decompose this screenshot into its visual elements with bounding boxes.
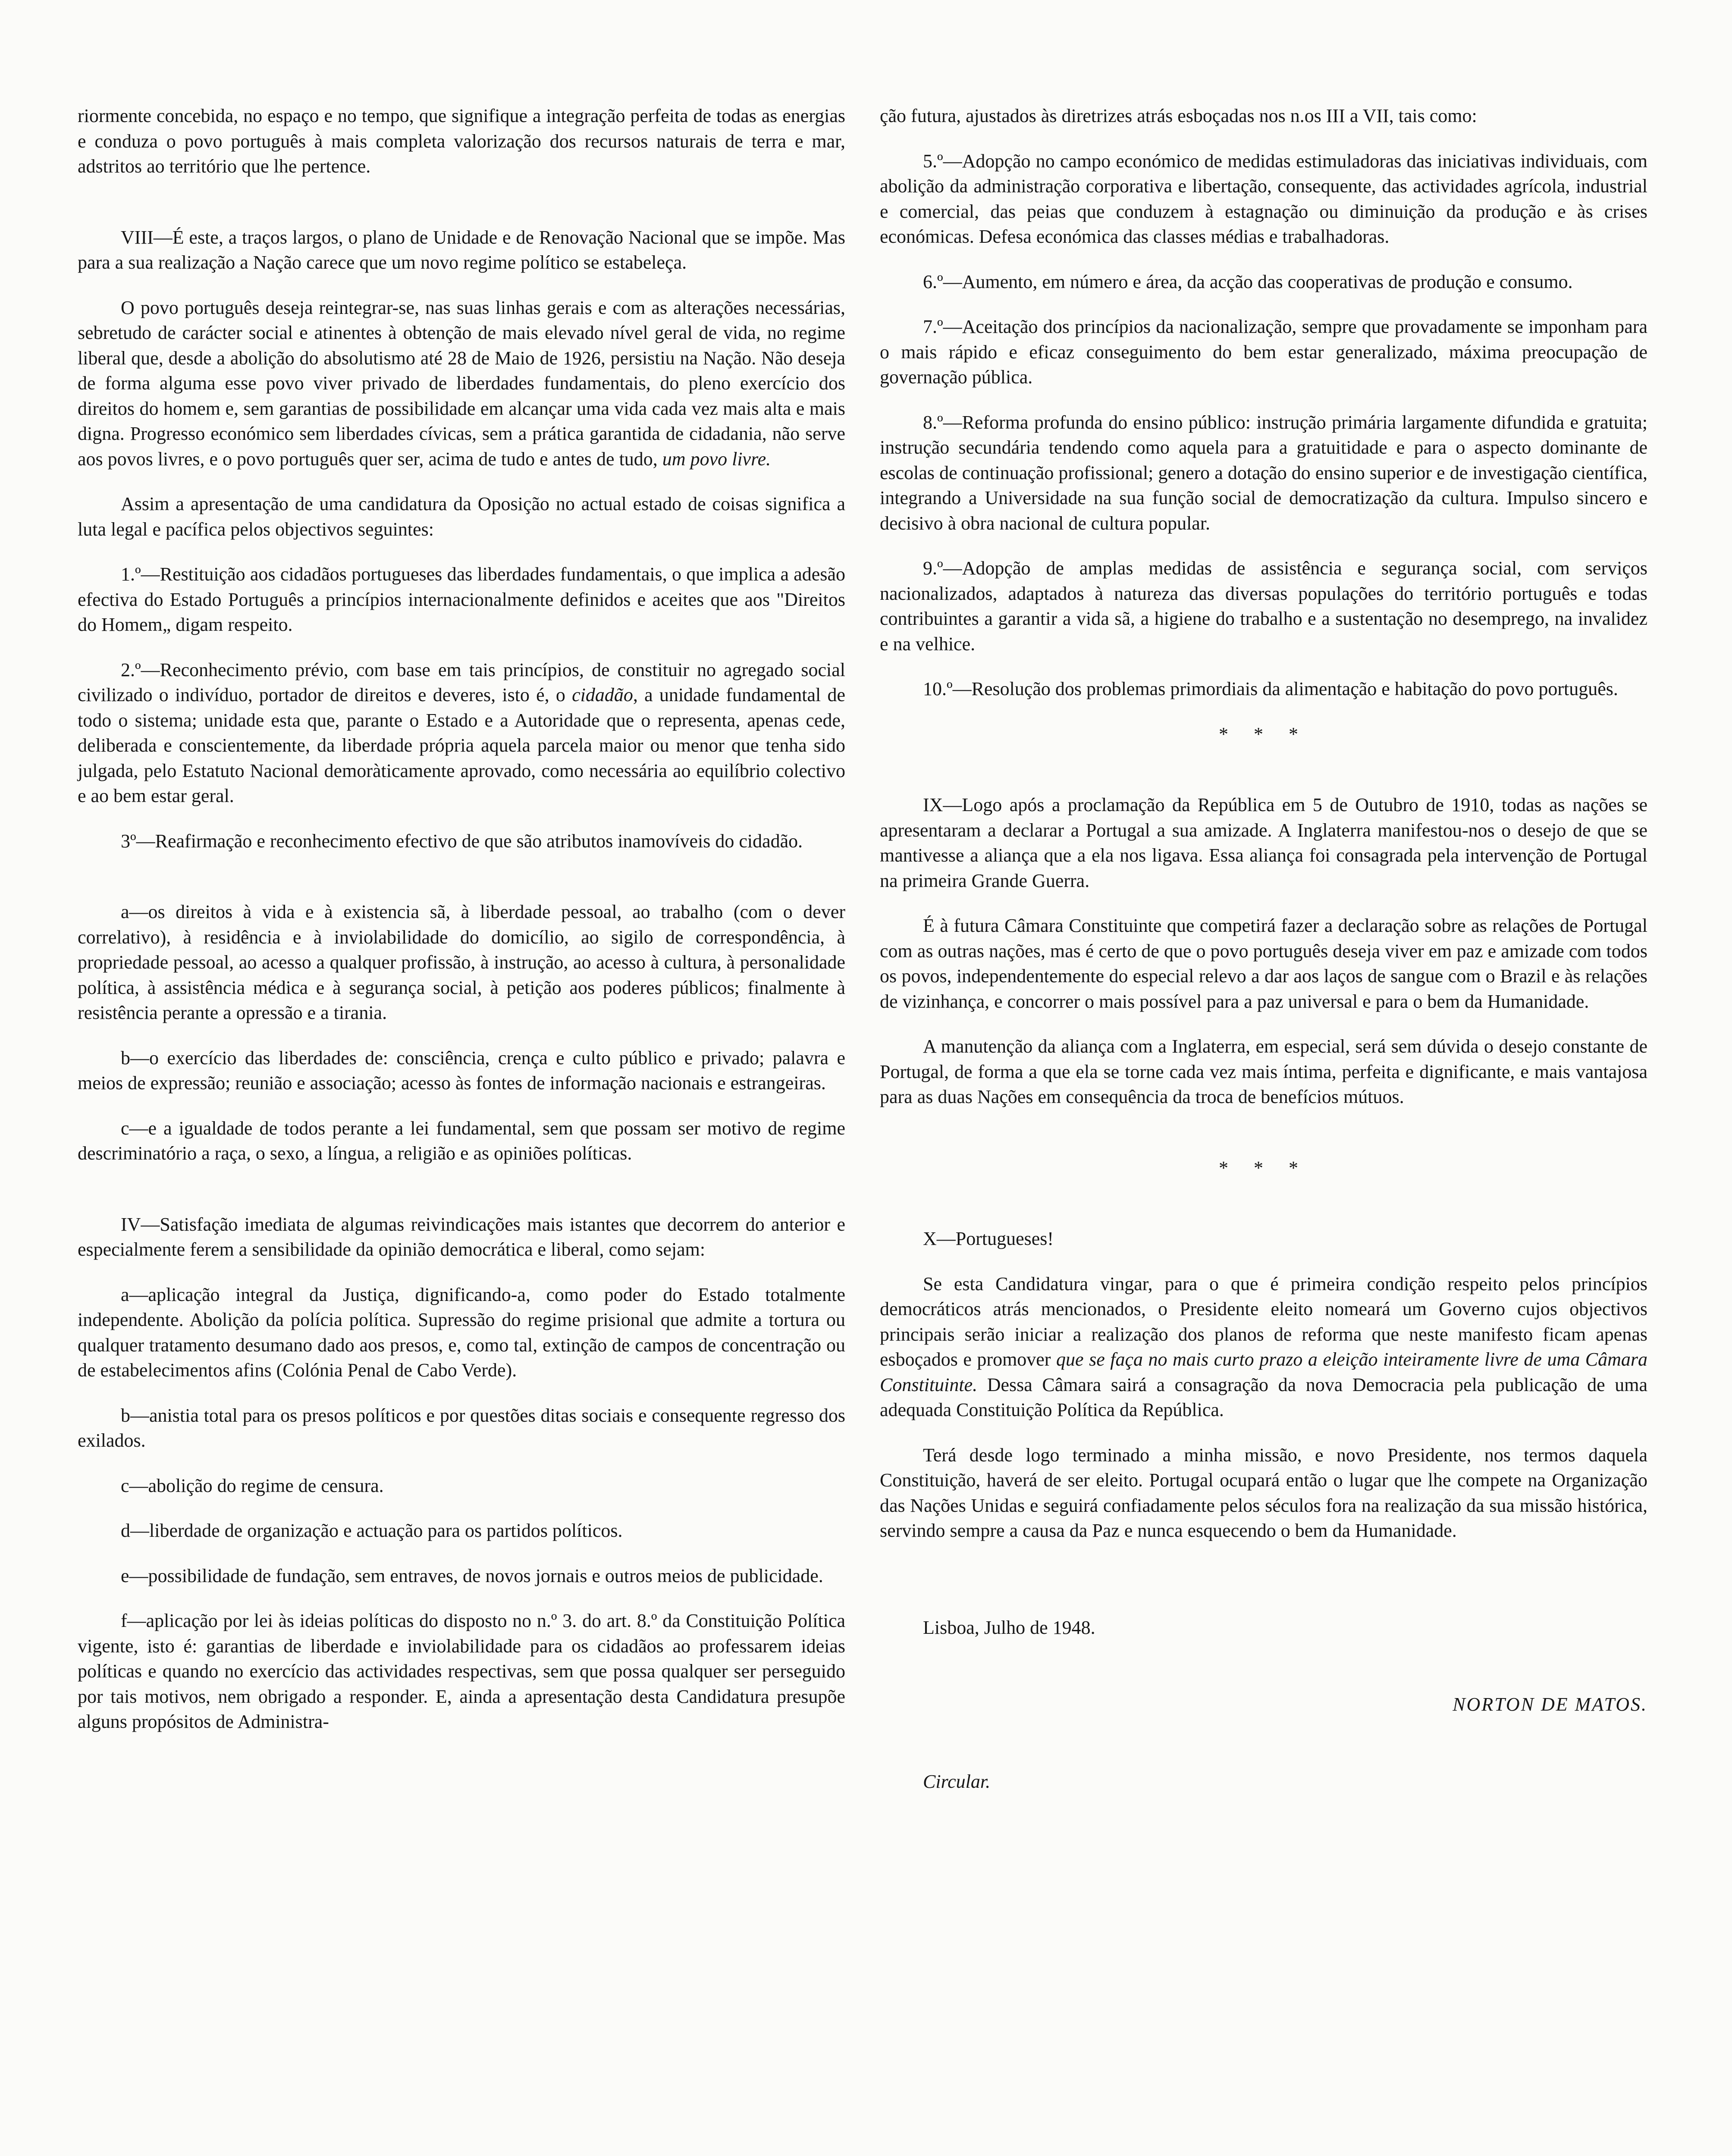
item-iv-c: c—abolição do regime de censura. (121, 1475, 384, 1496)
item-3: 3º—Reafirmação e reconhecimento efectivo de que são atributos inamovíveis do cidadão. (121, 830, 803, 852)
item-iv-d: d—liberdade de organização e actuação para os partidos políticos. (121, 1520, 623, 1541)
emphasis-text: cidadão (572, 684, 633, 705)
section-gap (880, 1743, 1647, 1769)
section-ix-paragraph: IX—Logo após a proclamação da República em 5 de Outubro de 1910, todas as nações se apresentaram a declarar a Portugal a sua amizade. A Inglaterra manifestou-nos o desejo de que se mantivesse a aliança que a ela nos ligava. Essa aliança foi consagrada pela intervenção de Portugal na primeira Grande Guerra. (880, 794, 1647, 891)
circular-label: Circular. (923, 1771, 991, 1792)
section-gap (880, 1717, 1647, 1743)
right-column (880, 103, 1647, 1794)
item-3c: c—e a igualdade de todos perante a lei fundamental, sem que possam ser motivo de regime descriminatório a raça, o sexo, a língua, a religião e as opiniões políticas. (78, 1117, 845, 1164)
item-1: 1.º—Restituição aos cidadãos portugueses das liberdades fundamentais, o que implica a adesão efectiva do Estado Português a princípios internacionalmente definidos e aceites que aos "Direitos do Homem„ digam respeito. (78, 564, 845, 635)
section-gap (78, 874, 845, 899)
item-8: 8.º—Reforma profunda do ensino público: instrução primária largamente difundida e gratuita; instrução secundária tendendo como aquela para a gratuitidade e para o aspecto dominante de escolas de continuação profissional; genero a dotação do ensino superior e de investigação científica, integrando a Universidade na sua função social de democratização da cultura. Impulso sincero e decisivo à obra nacional de cultura popular. (880, 411, 1647, 534)
item-9: 9.º—Adopção de amplas medidas de assistência e segurança social, com serviços nacionalizados, adaptados à natureza das diversas populações do território português e todas contribuintes a garantir a vida sã, a higiene do trabalho e a sustentação no desemprego, na invalidez e na velhice. (880, 558, 1647, 655)
emphasis-text: que se faça no mais curto prazo a eleição inteiramente livre de uma Câmara Constituinte. (880, 1349, 1648, 1395)
paragraph-text: , a unidade fundamental de todo o sistema; unidade esta que, parante o Estado e a Autoridade que o representa, apenas cede, deliberada e conscientemente, da liberdade própria aquela parcela maior ou menor que tenha sido julgada, pelo Estatuto Nacional demoràticamente aprovado, como necessária ao equilíbrio colectivo e ao bem estar geral. (78, 684, 845, 806)
paragraph-text: 2.º—Reconhecimento prévio, com base em tais princípios, de constituir no agregado social civilizado o indivíduo, portador de direitos e deveres, isto é, o (78, 659, 845, 705)
paragraph: Terá desde logo terminado a minha missão, e novo Presidente, nos termos daquela Constituição, haverá de ser eleito. Portugal ocupará então o lugar que lhe compete na Organização das Nações Unidas e seguirá confiadamente pelos séculos fora na realização da sua missão histórica, servindo sempre a causa da Paz e nunca esquecendo o bem da Humanidade. (880, 1444, 1647, 1541)
item-7: 7.º—Aceitação dos princípios da nacionalização, sempre que provadamente se imponham para o mais rápido e eficaz conseguimento do bem estar generalizado, máxima preocupação de governação pública. (880, 316, 1647, 388)
section-x-heading: X—Portugueses! (923, 1228, 1054, 1249)
item-iv-e: e—possibilidade de fundação, sem entraves, de novos jornais e outros meios de publicidade. (121, 1565, 823, 1586)
item-3b: b—o exercício das liberdades de: consciência, crença e culto público e privado; palavra e meios de expressão; reunião e associação; acesso às fontes de informação nacionais e estrangeiras. (78, 1047, 845, 1094)
section-gap (880, 1589, 1647, 1615)
section-gap (880, 1640, 1647, 1666)
section-gap (880, 1564, 1647, 1589)
section-viii-paragraph: VIII—É este, a traços largos, o plano de Unidade e de Renovação Nacional que se impõe. Mas para a sua realização a Nação carece que um novo regime político se estabeleça. (78, 226, 845, 273)
item-iv-b: b—anistia total para os presos políticos e por questões ditas sociais e consequente regresso dos exilados. (78, 1404, 845, 1451)
signature: NORTON DE MATOS. (1453, 1694, 1647, 1715)
item-3a: a—os direitos à vida e à existencia sã, à liberdade pessoal, ao trabalho (com o dever correlativo), à residência e à inviolabilidade do domicílio, ao sigilo de correspondência, à propriedade pessoal, ao acesso a qualquer profissão, à instrução, ao acesso à cultura, à personalidade política, à assistência médica e à segurança social, à petição aos poderes públicos; finalmente à resistência perante a opressão e a tirania. (78, 901, 845, 1023)
paragraph: riormente concebida, no espaço e no tempo, que signifique a integração perfeita de todas as energias e conduza o povo português à mais completa valorização dos recursos naturais de terra e mar, adstritos ao território que lhe pertence. (78, 105, 845, 177)
paragraph: ção futura, ajustados às diretrizes atrás esboçadas nos n.os III a VII, tais como: (880, 105, 1477, 126)
section-separator: * * * (1219, 1157, 1308, 1178)
date-line: Lisboa, Julho de 1948. (923, 1617, 1095, 1638)
paragraph: A manutenção da aliança com a Inglaterra, em especial, será sem dúvida o desejo constante de Portugal, de forma a que ela se torne cada vez mais íntima, perfeita e dignificante, e mais vantajosa para as duas Nações em consequência da troca de benefícios mútuos. (880, 1036, 1647, 1107)
section-separator: * * * (1219, 723, 1308, 745)
left-column (78, 103, 845, 1755)
section-gap (880, 1666, 1647, 1692)
item-5: 5.º—Adopção no campo económico de medidas estimuladoras das iniciativas individuais, com abolição da administração corporativa e libertação, consequente, das actividades agrícola, industrial e comercial, das peias que conduzem à estagnação ou diminuição da produção e às crises económicas. Defesa económica das classes médias e trabalhadoras. (880, 150, 1647, 247)
paragraph-text: O povo português deseja reintegrar-se, nas suas linhas gerais e com as alterações necessárias, sebretudo de carácter social e atinentes à obtenção de mais elevado nível geral de vida, no regime liberal que, desde a abolição do absolutismo até 28 de Maio de 1926, persistiu na Nação. Não deseja de forma alguma esse povo viver privado de liberdades fundamentais, do pleno exercício dos direitos do homem e, sem garantias de possibilidade em alcançar uma vida cada vez mais alta e mais digna. Progresso económico sem liberdades cívicas, sem a prática garantida de cidadania, não serve aos povos livres, e o povo português quer ser, acima de tudo e antes de tudo, (78, 297, 845, 470)
item-10: 10.º—Resolução dos problemas primordiais da alimentação e habitação do povo português. (923, 678, 1618, 699)
paragraph (78, 295, 845, 472)
item-iv-f: f—aplicação por lei às ideias políticas do disposto no n.º 3. do art. 8.º da Constituição Política vigente, isto é: garantias de liberdade e inviolabilidade para os cidadãos ao professarem ideias políticas e quando no exercício das actividades respectivas, sem que possa qualquer ser perseguido por tais motivos, nem obrigado a responder. E, ainda a apresentação desta Candidatura presupõe alguns propósitos de Administra- (78, 1610, 845, 1732)
section-gap (880, 1130, 1647, 1156)
item-iv-a: a—aplicação integral da Justiça, dignificando-a, como poder do Estado totalmente independente. Abolição da polícia política. Supressão do regime prisional que admite a tortura ou qualquer tratamento desumano dado aos presos, e, como tal, extinção de campos de concentração ou de estabelecimentos afins (Colónia Penal de Cabo Verde). (78, 1284, 845, 1381)
section-gap (78, 1186, 845, 1212)
emphasis-text: um povo livre. (662, 448, 771, 470)
section-gap (880, 767, 1647, 793)
paragraph: É à futura Câmara Constituinte que competirá fazer a declaração sobre as relações de Portugal com as outras nações, mas é certo de que o povo português deseja viver em paz e amizade com todos os povos, independentemente do especial relevo a dar aos laços de sangue com o Brazil e às relações de vizinhança, e concorrer o mais possível para a paz universal e para o bem da Humanidade. (880, 915, 1647, 1012)
paragraph (880, 1272, 1647, 1423)
paragraph-text: Dessa Câmara sairá a consagração da nova Democracia pela publicação de uma adequada Constituição Política da República. (880, 1374, 1647, 1420)
section-gap (880, 1200, 1647, 1226)
item-6: 6.º—Aumento, em número e área, da acção das cooperativas de produção e consumo. (923, 271, 1573, 292)
paragraph: Assim a apresentação de uma candidatura da Oposição no actual estado de coisas significa a luta legal e pacífica pelos objectivos seguintes: (78, 493, 845, 540)
item-2 (78, 658, 845, 809)
section-iv-paragraph: IV—Satisfação imediata de algumas reivindicações mais istantes que decorrem do anterior e especialmente ferem a sensibilidade da opinião democrática e liberal, como sejam: (78, 1213, 845, 1260)
paragraph-text: Se esta Candidatura vingar, para o que é primeira condição respeito pelos princípios democráticos atrás mencionados, o Presidente eleito nomeará um Governo cujos objectivos principais serão iniciar a realização dos planos de reforma que neste manifesto ficam apenas esboçados e promover (880, 1273, 1647, 1370)
section-gap (78, 199, 845, 225)
